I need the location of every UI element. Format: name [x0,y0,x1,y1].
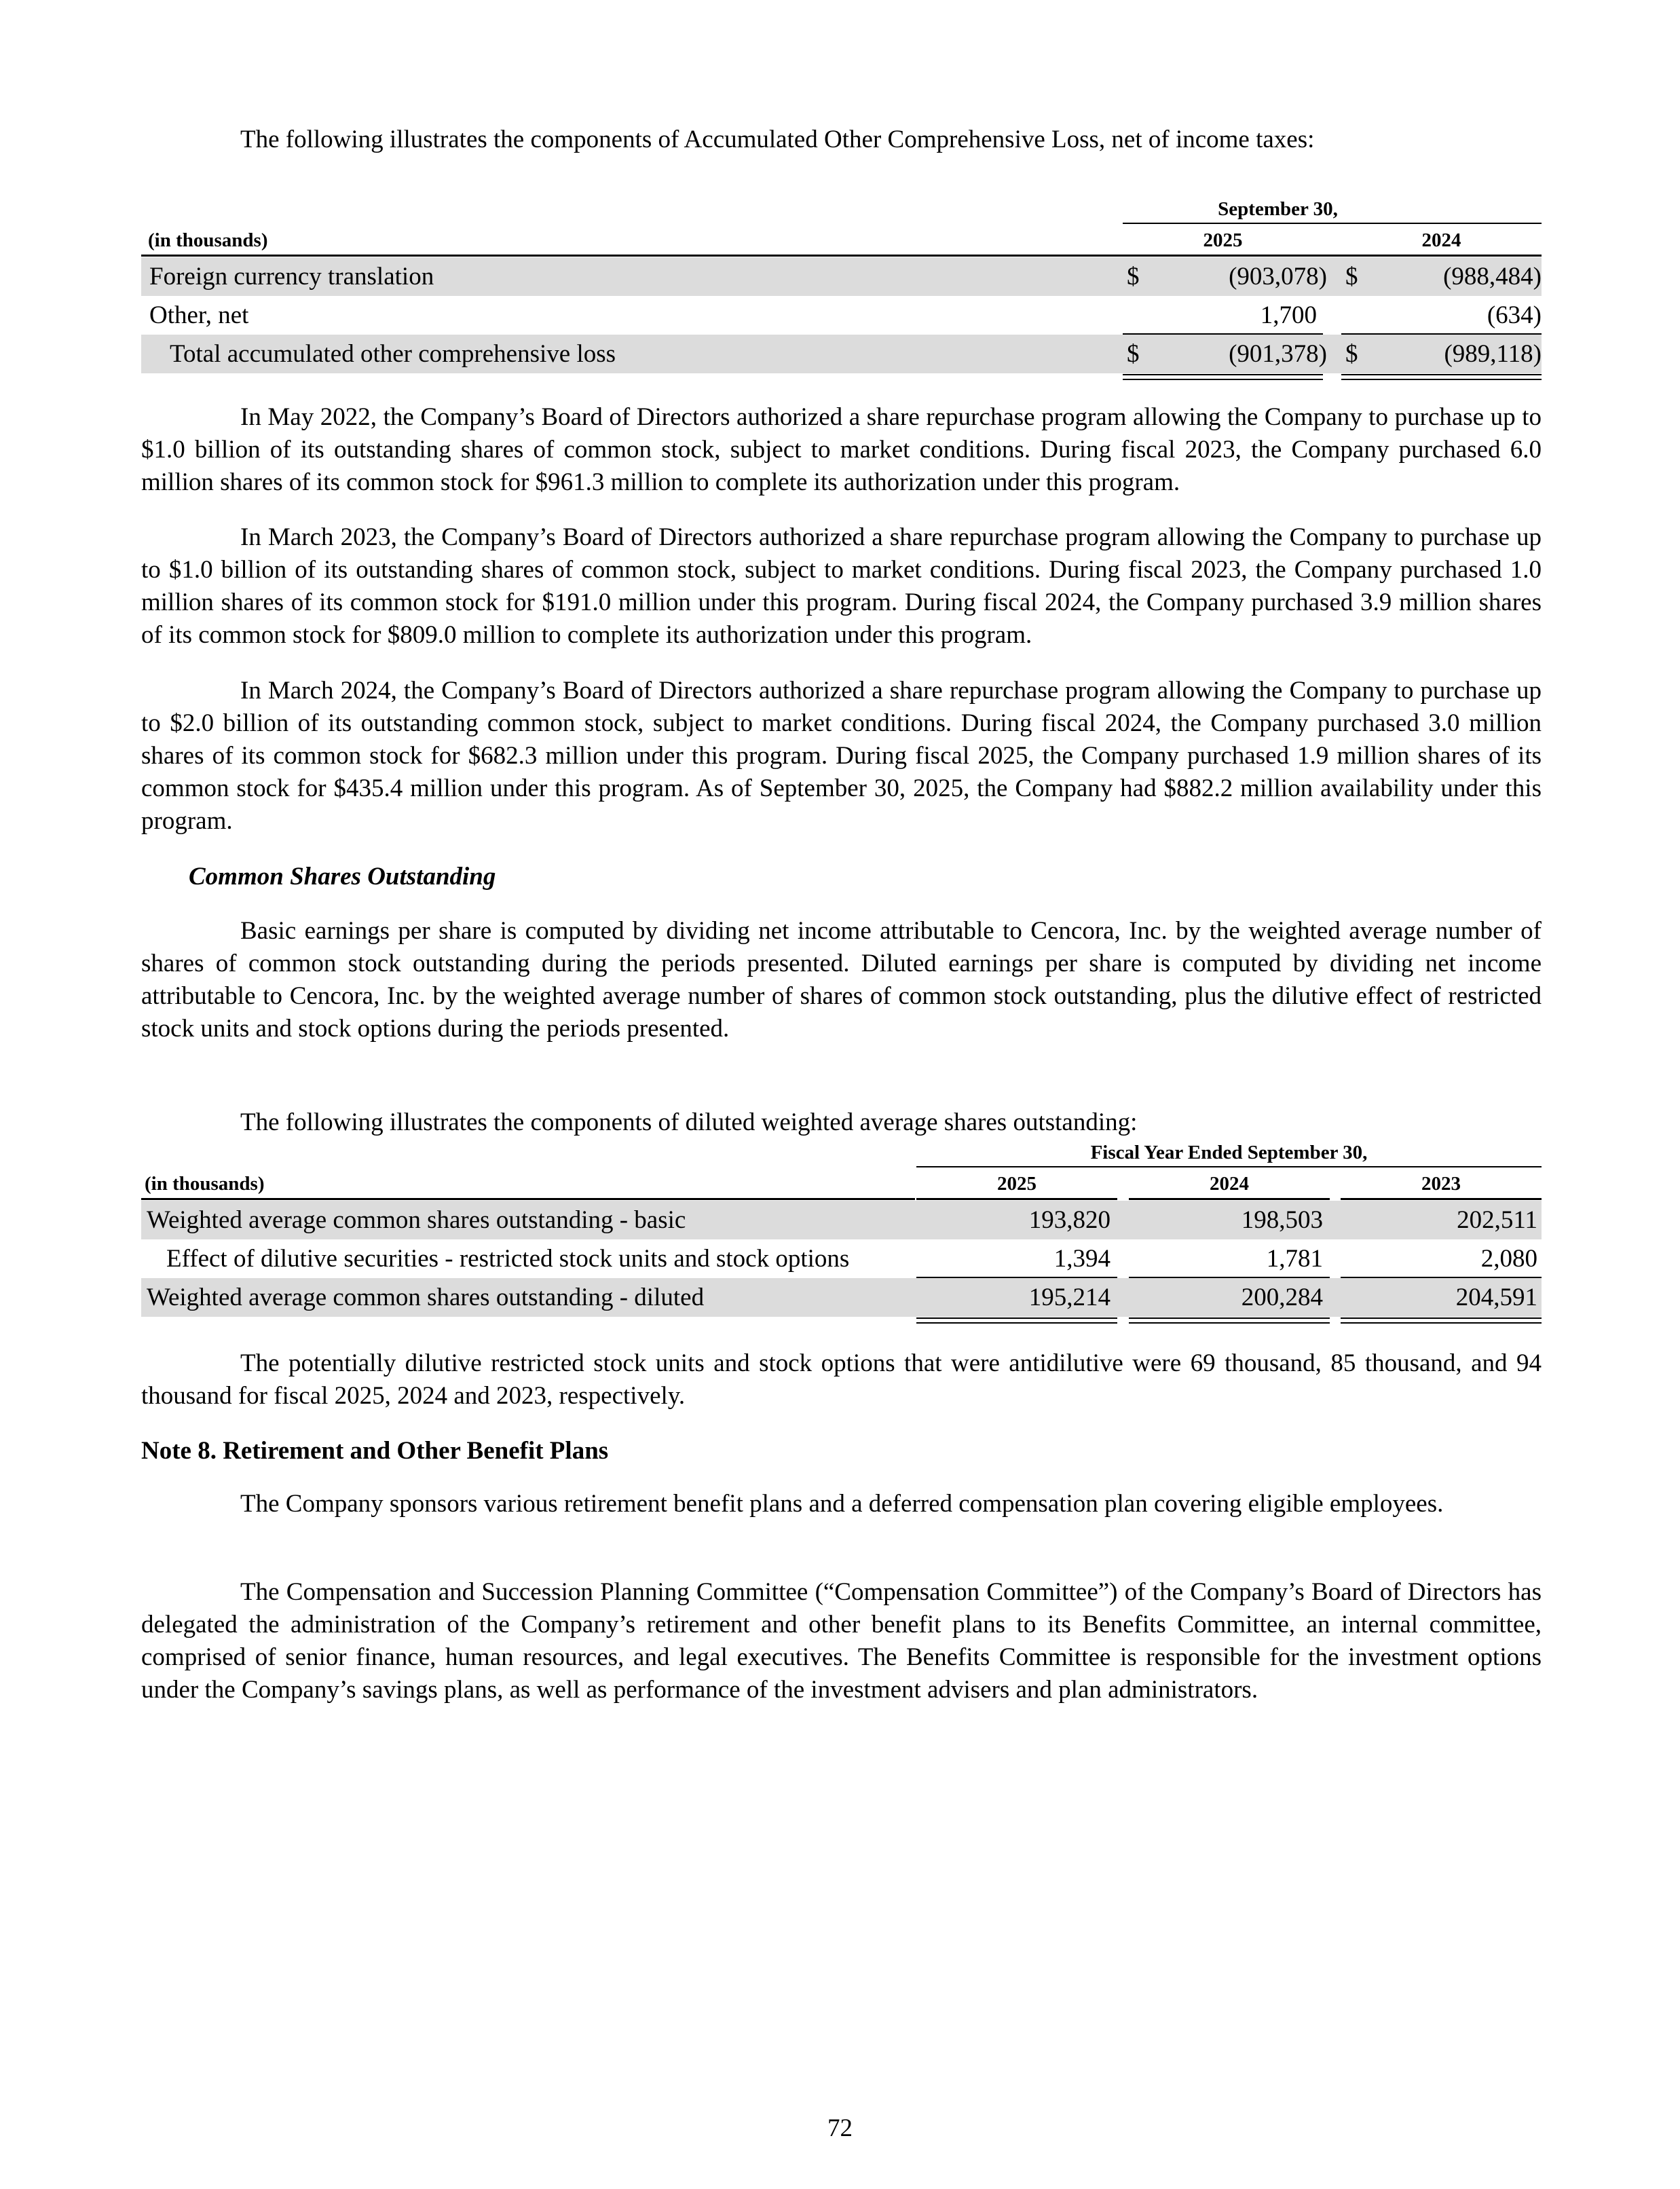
aocl-header-rule [141,255,1542,257]
value-2025: (901,378) [1229,340,1327,368]
row-label: Weighted average common shares outstanding - diluted [147,1284,705,1311]
row-label: Total accumulated other comprehensive loss [170,340,616,368]
value-2025: 195,214 [1028,1284,1110,1311]
shares-table [141,1140,1542,1327]
table-row [141,335,1542,373]
aocl-unit-label: (in thousands) [148,229,268,251]
value-2023: 2,080 [1480,1245,1537,1273]
paragraph-committee: The Compensation and Succession Planning Committee (“Compensation Committee”) of the Company’s Board of Directors has delegated the administration of the Company’s retirement and other benefit plans to its Benefits Committee, an internal committee, comprised of senior finance, human resources, and legal executives. The Benefits Committee is responsible for the investment options under the Company’s savings plans, as well as performance of the investment advisers and plan administrators. [141,1578,1542,1704]
value-2025: 193,820 [1028,1206,1110,1234]
currency-symbol: $ [1345,263,1358,291]
total-double-rule [1341,374,1542,380]
total-double-rule [916,1317,1117,1324]
shares-header-rule [916,1198,1117,1200]
row-label: Other, net [149,301,249,329]
currency-symbol: $ [1345,340,1358,368]
shares-year-2025: 2025 [997,1173,1037,1195]
aocl-year-2024: 2024 [1421,229,1461,251]
value-2024: 200,284 [1241,1284,1323,1311]
shares-unit-label: (in thousands) [145,1173,265,1195]
paragraph-antidilutive: The potentially dilutive restricted stock units and stock options that were antidilutive were 69 thousand, 85 thousand, and 94 thousand for fiscal 2025, 2024 and 2023, respectively. [141,1349,1542,1410]
row-label: Effect of dilutive securities - restricted stock units and stock options [166,1245,850,1273]
value-2023: 202,511 [1457,1206,1537,1234]
aocl-table [141,197,1542,373]
shares-year-2023: 2023 [1421,1173,1461,1195]
value-2024: 1,781 [1266,1245,1323,1273]
value-2025: 1,700 [1260,301,1317,329]
page-number: 72 [827,2114,853,2142]
aocl-group-rule [1123,223,1542,224]
aocl-group-header: September 30, [1218,198,1338,220]
diluted-intro: The following illustrates the components of diluted weighted average shares outstanding: [240,1108,1138,1136]
total-double-rule [1123,374,1323,380]
paragraph-sponsors: The Company sponsors various retirement benefit plans and a deferred compensation plan covering eligible employees. [240,1490,1444,1518]
paragraph-may-2022: In May 2022, the Company’s Board of Directors authorized a share repurchase program allowing the Company to purchase up to $1.0 billion of its outstanding shares of common stock, subject to market conditions. During fiscal 2023, the Company purchased 6.0 million shares of its common stock for $961.3 million to complete its authorization under this program. [141,403,1542,496]
row-label: Foreign currency translation [149,263,434,291]
paragraph-eps: Basic earnings per share is computed by dividing net income attributable to Cencora, Inc. by the weighted average number of shares of common stock outstanding during the periods presented. Diluted earnings per share is computed by dividing net income attributable to Cencora, Inc. by the weighted average number of shares of common stock outstanding, plus the dilutive effect of restricted stock units and stock options during the periods presented. [141,917,1542,1043]
shares-group-rule [916,1166,1542,1167]
shares-year-2024: 2024 [1210,1173,1249,1195]
aocl-intro: The following illustrates the components of Accumulated Other Comprehensive Loss, net of income taxes: [240,126,1315,153]
value-2025: 1,394 [1053,1245,1110,1273]
value-2024: (989,118) [1444,340,1542,368]
total-double-rule [1341,1317,1542,1324]
value-2023: 204,591 [1455,1284,1537,1311]
value-2024: (988,484) [1443,263,1542,291]
table-row [141,1201,1542,1239]
shares-header-rule [141,1198,915,1200]
paragraph-march-2023: In March 2023, the Company’s Board of Directors authorized a share repurchase program allowing the Company to purchase up to $1.0 billion of its outstanding shares of common stock, subject to market conditions. During fiscal 2023, the Company purchased 1.0 million shares of its common stock for $191.0 million under this program. During fiscal 2024, the Company purchased 3.9 million shares of its common stock for $809.0 million to complete its authorization under this program. [141,523,1542,649]
table-row [141,296,1542,335]
row-label: Weighted average common shares outstanding - basic [147,1206,686,1234]
section-heading-note-8: Note 8. Retirement and Other Benefit Plans [141,1437,609,1465]
value-2024: (634) [1487,301,1542,329]
currency-symbol: $ [1127,340,1140,368]
shares-group-header: Fiscal Year Ended September 30, [1090,1142,1368,1163]
table-row [141,257,1542,296]
table-row [141,1239,1542,1278]
value-2025: (903,078) [1229,263,1327,291]
section-heading-common-shares: Common Shares Outstanding [189,863,496,891]
table-row [141,1278,1542,1317]
total-double-rule [1129,1317,1330,1324]
currency-symbol: $ [1127,263,1140,291]
shares-header-rule [1341,1198,1542,1200]
paragraph-march-2024: In March 2024, the Company’s Board of Directors authorized a share repurchase program allowing the Company to purchase up to $2.0 billion of its outstanding common stock, subject to market conditions. During fiscal 2024, the Company purchased 3.0 million shares of its common stock for $682.3 million under this program. During fiscal 2025, the Company purchased 1.9 million shares of its common stock for $435.4 million under this program. As of September 30, 2025, the Company had $882.2 million availability under this program. [141,677,1542,835]
value-2024: 198,503 [1241,1206,1323,1234]
aocl-year-2025: 2025 [1203,229,1243,251]
shares-header-rule [1129,1198,1330,1200]
